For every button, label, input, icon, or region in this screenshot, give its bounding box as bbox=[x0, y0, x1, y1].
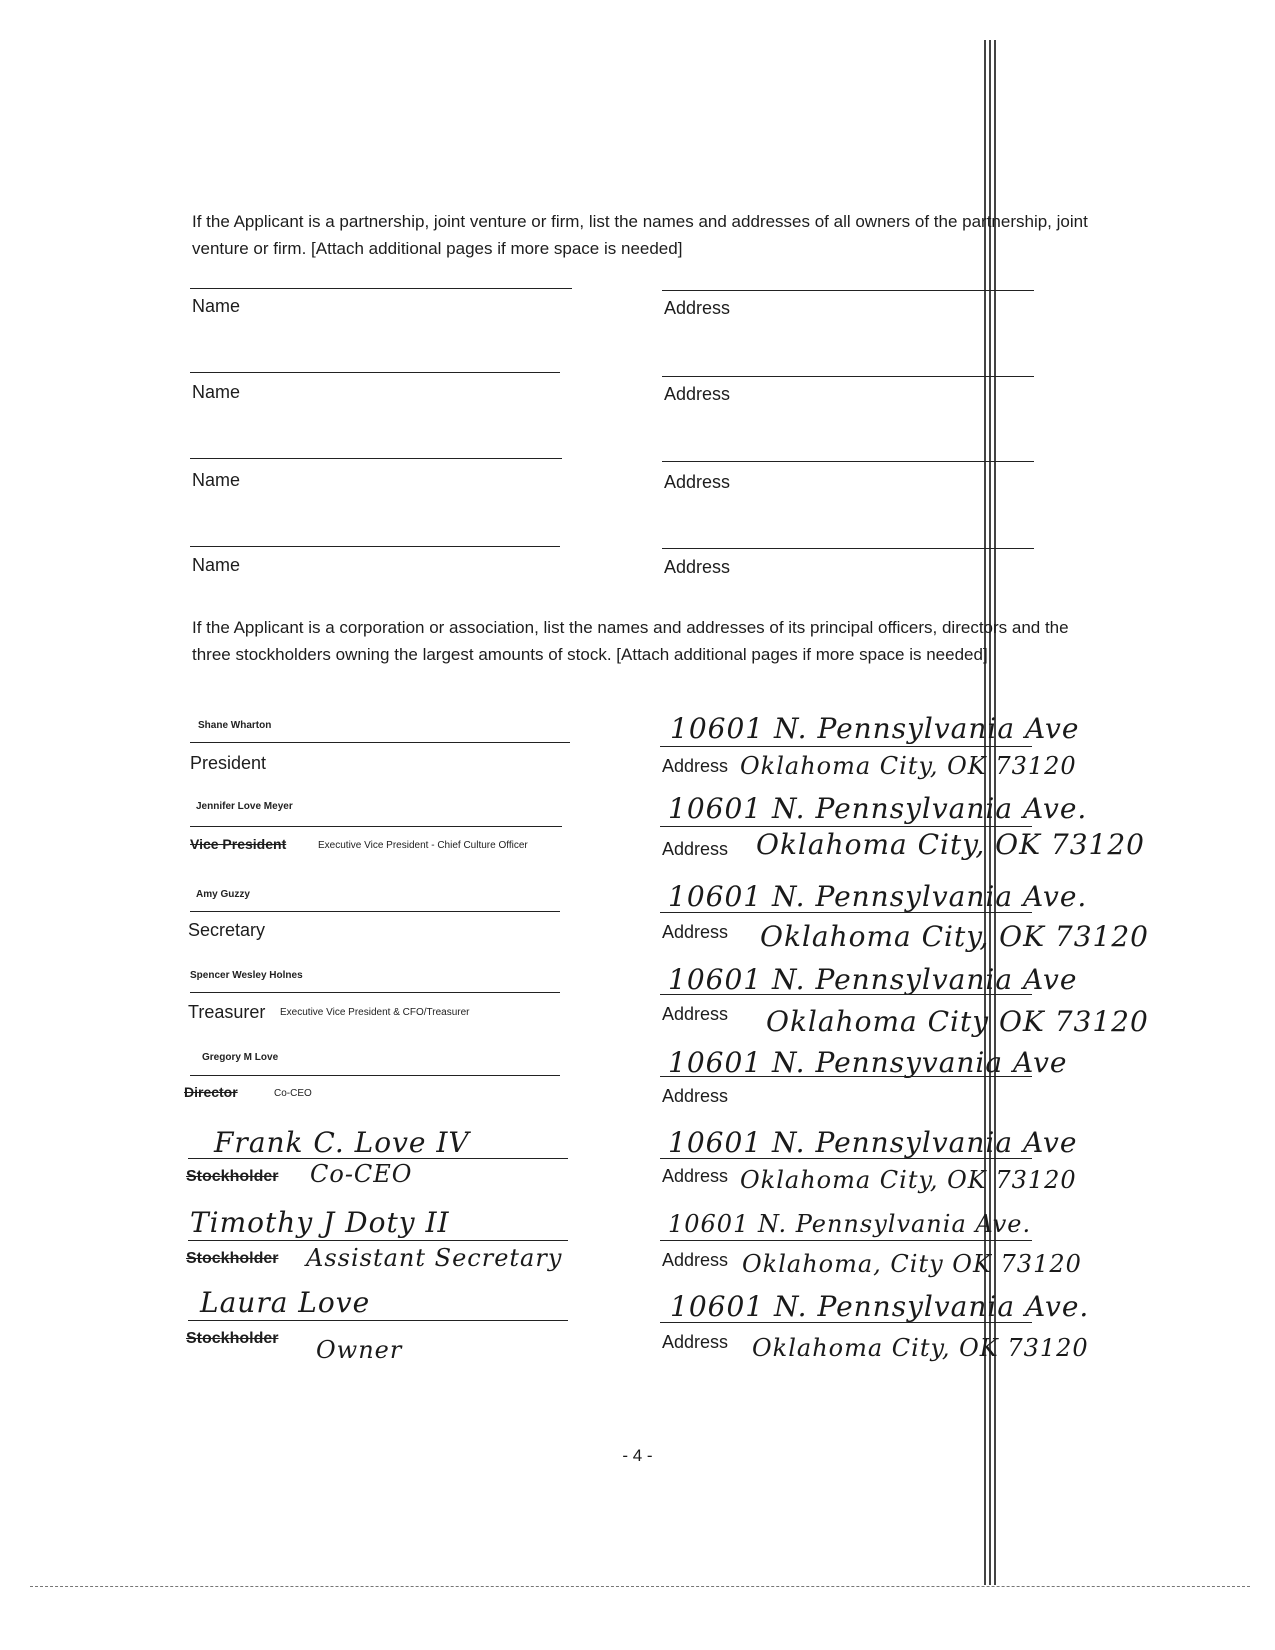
address-line bbox=[662, 548, 1034, 549]
name-label: Name bbox=[192, 470, 241, 490]
name-label: Name bbox=[192, 296, 241, 316]
officer-name: Shane Wharton bbox=[198, 720, 272, 731]
name-line bbox=[190, 372, 560, 373]
handwritten-stockholder-name: Laura Love bbox=[200, 1286, 371, 1319]
handwritten-address-line1: 10601 N. Pennsylvania Ave. bbox=[668, 1210, 1032, 1238]
handwritten-address-line2: Oklahoma City, OK 73120 bbox=[740, 1166, 1077, 1194]
stockholder-label-struck: Stockholder bbox=[186, 1250, 279, 1267]
name-line bbox=[190, 992, 560, 993]
name-label: Name bbox=[192, 382, 241, 402]
stockholder-label-struck: Stockholder bbox=[186, 1168, 279, 1185]
address-line bbox=[660, 1240, 1032, 1241]
name-label: Name bbox=[192, 555, 241, 575]
handwritten-address-line2: Oklahoma City, OK 73120 bbox=[752, 1334, 1089, 1362]
address-label: Address bbox=[662, 1166, 729, 1186]
address-line bbox=[660, 826, 1032, 827]
handwritten-address-line1: 10601 N. Pennsylvania Ave bbox=[668, 1126, 1078, 1159]
address-label: Address bbox=[662, 1004, 729, 1024]
address-line bbox=[660, 1076, 1032, 1077]
handwritten-address-line1: 10601 N. Pennsylvania Ave. bbox=[670, 1290, 1090, 1323]
handwritten-address-line2: Oklahoma City, OK 73120 bbox=[760, 920, 1149, 953]
address-label: Address bbox=[664, 298, 731, 318]
name-line bbox=[188, 1240, 568, 1241]
page-edge-line bbox=[30, 1586, 1250, 1587]
officer-title-note: Executive Vice President & CFO/Treasurer bbox=[280, 1007, 470, 1018]
address-line bbox=[662, 376, 1034, 377]
intro-corporation: If the Applicant is a corporation or association, list the names and addresses of its principal officers, directors and the three stockholders owning the largest amounts of stock. [Attach additional pages if more space is needed] bbox=[192, 618, 1069, 664]
address-label: Address bbox=[662, 922, 729, 942]
officer-title-struck: Vice President bbox=[190, 836, 287, 852]
officer-name: Amy Guzzy bbox=[196, 889, 250, 900]
handwritten-stockholder-role: Assistant Secretary bbox=[306, 1244, 563, 1272]
address-label: Address bbox=[662, 1250, 729, 1270]
address-label: Address bbox=[662, 839, 729, 859]
name-line bbox=[190, 911, 560, 912]
name-line bbox=[190, 826, 562, 827]
page-number: - 4 - bbox=[622, 1446, 653, 1465]
handwritten-stockholder-role: Co-CEO bbox=[310, 1160, 413, 1188]
handwritten-address-line2: Oklahoma City OK 73120 bbox=[766, 1005, 1149, 1038]
name-line bbox=[190, 546, 560, 547]
name-line bbox=[188, 1158, 568, 1159]
handwritten-address-line1: 10601 N. Pennsylvania Ave. bbox=[668, 792, 1088, 825]
address-label: Address bbox=[662, 756, 729, 776]
handwritten-address-line1: 10601 N. Pennsylvania Ave bbox=[670, 712, 1080, 745]
handwritten-address-line2: Oklahoma City, OK 73120 bbox=[756, 828, 1145, 861]
name-line bbox=[188, 1320, 568, 1321]
handwritten-address-line1: 10601 N. Pennsyvania Ave bbox=[668, 1046, 1068, 1079]
handwritten-address-line1: 10601 N. Pennsylvania Ave bbox=[668, 963, 1078, 996]
address-label: Address bbox=[664, 384, 731, 404]
name-line bbox=[190, 742, 570, 743]
officer-name: Jennifer Love Meyer bbox=[196, 801, 293, 812]
officer-title-struck: Director bbox=[184, 1084, 238, 1100]
handwritten-address-line2: Oklahoma, City OK 73120 bbox=[742, 1250, 1082, 1278]
intro-partnership: If the Applicant is a partnership, joint venture or firm, list the names and addresses of all owners of the partnership, joint venture or firm. [Attach additional pages if more space is needed] bbox=[192, 212, 1088, 258]
address-label: Address bbox=[664, 557, 731, 577]
address-line bbox=[662, 290, 1034, 291]
officer-title-note: Co-CEO bbox=[274, 1088, 312, 1099]
name-line bbox=[190, 288, 572, 289]
address-line bbox=[660, 746, 1032, 747]
name-line bbox=[190, 458, 562, 459]
address-line bbox=[662, 461, 1034, 462]
address-label: Address bbox=[662, 1086, 729, 1106]
address-line bbox=[660, 1322, 1032, 1323]
address-line bbox=[660, 994, 1032, 995]
handwritten-stockholder-role: Owner bbox=[316, 1336, 403, 1364]
officer-title: Secretary bbox=[188, 920, 266, 940]
officer-name: Spencer Wesley Holnes bbox=[190, 970, 303, 981]
address-line bbox=[660, 912, 1032, 913]
officer-title-note: Executive Vice President - Chief Culture Officer bbox=[318, 840, 528, 851]
address-label: Address bbox=[662, 1332, 729, 1352]
officer-name: Gregory M Love bbox=[202, 1052, 279, 1063]
handwritten-stockholder-name: Frank C. Love IV bbox=[214, 1126, 470, 1159]
address-label: Address bbox=[664, 472, 731, 492]
stockholder-label-struck: Stockholder bbox=[186, 1330, 279, 1347]
handwritten-address-line1: 10601 N. Pennsylvania Ave. bbox=[668, 880, 1088, 913]
name-line bbox=[190, 1075, 560, 1076]
address-line bbox=[660, 1158, 1032, 1159]
officer-title: President bbox=[190, 753, 267, 773]
handwritten-address-line2: Oklahoma City, OK 73120 bbox=[740, 752, 1077, 780]
officer-title: Treasurer bbox=[188, 1002, 266, 1022]
handwritten-stockholder-name: Timothy J Doty II bbox=[190, 1206, 450, 1239]
